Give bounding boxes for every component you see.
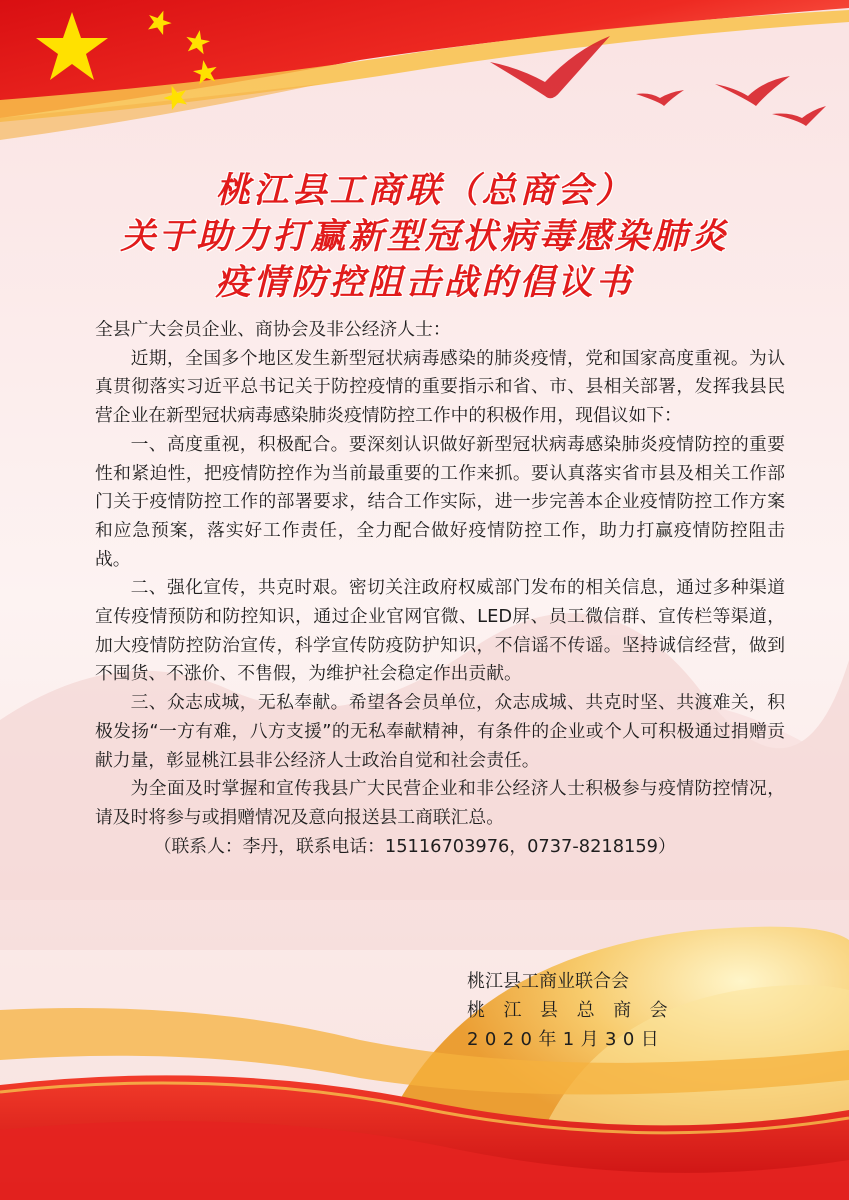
point-2-paragraph: 二、强化宣传，共克时艰。密切关注政府权威部门发布的相关信息，通过多种渠道宣传疫情预防和防控知识，通过企业官网官微、LED屏、员工微信群、宣传栏等渠道，加大疫情防控防治宣传，科学宣传防疫防护知识，不信谣不传谣。坚持诚信经营，做到不囤货、不涨价、不售假，为维护社会稳定作出贡献。: [95, 577, 785, 685]
proposal-body: [95, 316, 785, 861]
signature-org-1: 桃江县工商业联合会: [467, 971, 629, 992]
title-line-3: 疫情防控阻击战的倡议书: [215, 262, 634, 303]
salutation: 全县广大会员企业、商协会及非公经济人士：: [95, 319, 451, 340]
signature-org-2: 桃 江 县 总 商 会: [467, 1000, 675, 1021]
closing-paragraph: 为全面及时掌握和宣传我县广大民营企业和非公经济人士积极参与疫情防控情况，请及时将参与或捐赠情况及意向报送县工商联汇总。: [95, 778, 785, 828]
title-line-1: 桃江县工商联（总商会）: [215, 170, 634, 211]
contact-info: （联系人：李丹，联系电话：15116703976，0737-8218159）: [153, 835, 676, 857]
intro-paragraph: 近期，全国多个地区发生新型冠状病毒感染的肺炎疫情，党和国家高度重视。为认真贯彻落实习近平总书记关于防控疫情的重要指示和省、市、县相关部署，发挥我县民营企业在新型冠状病毒感染肺炎疫情防控工作中的积极作用，现倡议如下：: [95, 347, 785, 427]
signature-block: [467, 967, 674, 1054]
signature-date: 2020年1月30日: [467, 1029, 666, 1050]
point-1-paragraph: 一、高度重视，积极配合。要深刻认识做好新型冠状病毒感染肺炎疫情防控的重要性和紧迫性，把疫情防控作为当前最重要的工作来抓。要认真落实省市县及相关工作部门关于疫情防控工作的部署要求，结合工作实际，进一步完善本企业疫情防控工作方案和应急预案，落实好工作责任，全力配合做好疫情防控工作，助力打赢疫情防控阻击战。: [95, 433, 785, 570]
point-3-paragraph: 三、众志成城，无私奉献。希望各会员单位，众志成城、共克时坚、共渡难关，积极发扬“一方有难，八方支援”的无私奉献精神，有条件的企业或个人可积极通过捐赠贡献力量，彰显桃江县非公经济人士政治自觉和社会责任。: [95, 692, 785, 771]
title-line-2: 关于助力打赢新型冠状病毒感染肺炎: [120, 216, 729, 257]
proposal-title: [0, 168, 849, 306]
